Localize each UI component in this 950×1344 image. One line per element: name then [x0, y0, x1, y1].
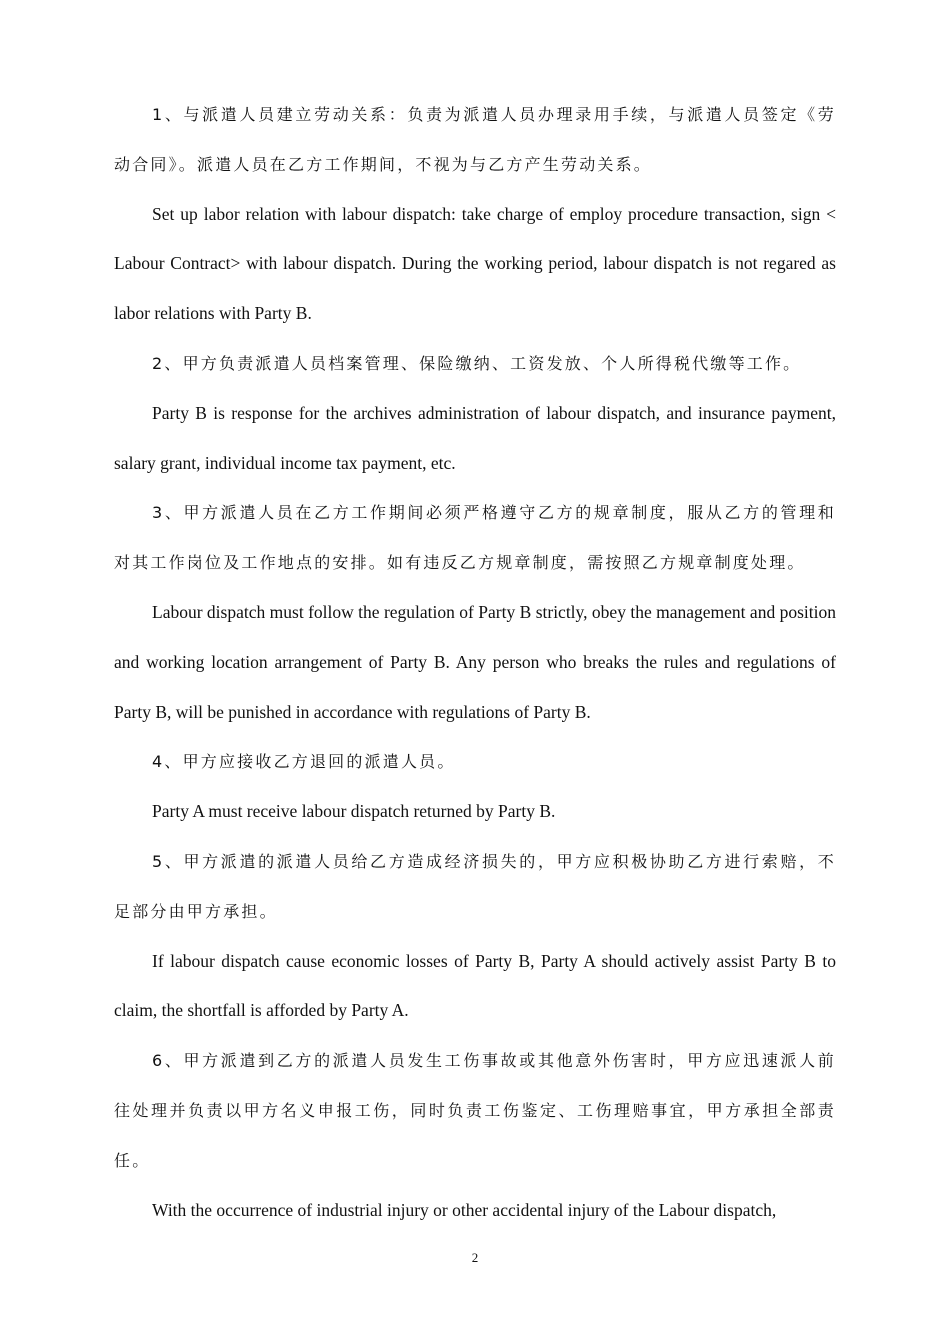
paragraph-2-en: Party B is response for the archives administration of labour dispatch, and insurance payment, salary grant, individual income tax payment, etc.: [114, 402, 836, 473]
paragraph-3-en: Labour dispatch must follow the regulation of Party B strictly, obey the management and position and working location arrangement of Party B. Any person who breaks the rules and regulations of Party B, will be punished in accordance with regulations of Party B.: [114, 601, 836, 722]
paragraph-3-zh: 3、甲方派遣人员在乙方工作期间必须严格遵守乙方的规章制度，服从乙方的管理和对其工作岗位及工作地点的安排。如有违反乙方规章制度，需按照乙方规章制度处理。: [114, 503, 836, 573]
paragraph-4-zh: 4、甲方应接收乙方退回的派遣人员。: [152, 752, 456, 772]
paragraph-1-en: Set up labor relation with labour dispatch: take charge of employ procedure transaction, sign < Labour Contract> with labour dispatch. During the working period, labour dispatch is not regared as labor relations with Party B.: [114, 203, 836, 324]
paragraph-5-en: If labour dispatch cause economic losses of Party B, Party A should actively assist Party B to claim, the shortfall is afforded by Party A.: [114, 950, 836, 1021]
paragraph-4-en: Party A must receive labour dispatch returned by Party B.: [152, 801, 556, 822]
paragraph-5-zh: 5、甲方派遣的派遣人员给乙方造成经济损失的，甲方应积极协助乙方进行索赔，不足部分由甲方承担。: [114, 851, 836, 921]
page-number: 2: [471, 1250, 479, 1265]
paragraph-6-zh: 6、甲方派遣到乙方的派遣人员发生工伤事故或其他意外伤害时，甲方应迅速派人前往处理并负责以甲方名义申报工伤，同时负责工伤鉴定、工伤理赔事宜，甲方承担全部责任。: [114, 1051, 836, 1170]
paragraph-6-en: With the occurrence of industrial injury or other accidental injury of the Labour dispatch,: [152, 1199, 777, 1220]
document-body: [114, 90, 836, 1235]
paragraph-2-zh: 2、甲方负责派遣人员档案管理、保险缴纳、工资发放、个人所得税代缴等工作。: [152, 353, 802, 373]
paragraph-1-zh: 1、与派遣人员建立劳动关系：负责为派遣人员办理录用手续，与派遣人员签定《劳动合同》。派遣人员在乙方工作期间，不视为与乙方产生劳动关系。: [114, 105, 836, 174]
